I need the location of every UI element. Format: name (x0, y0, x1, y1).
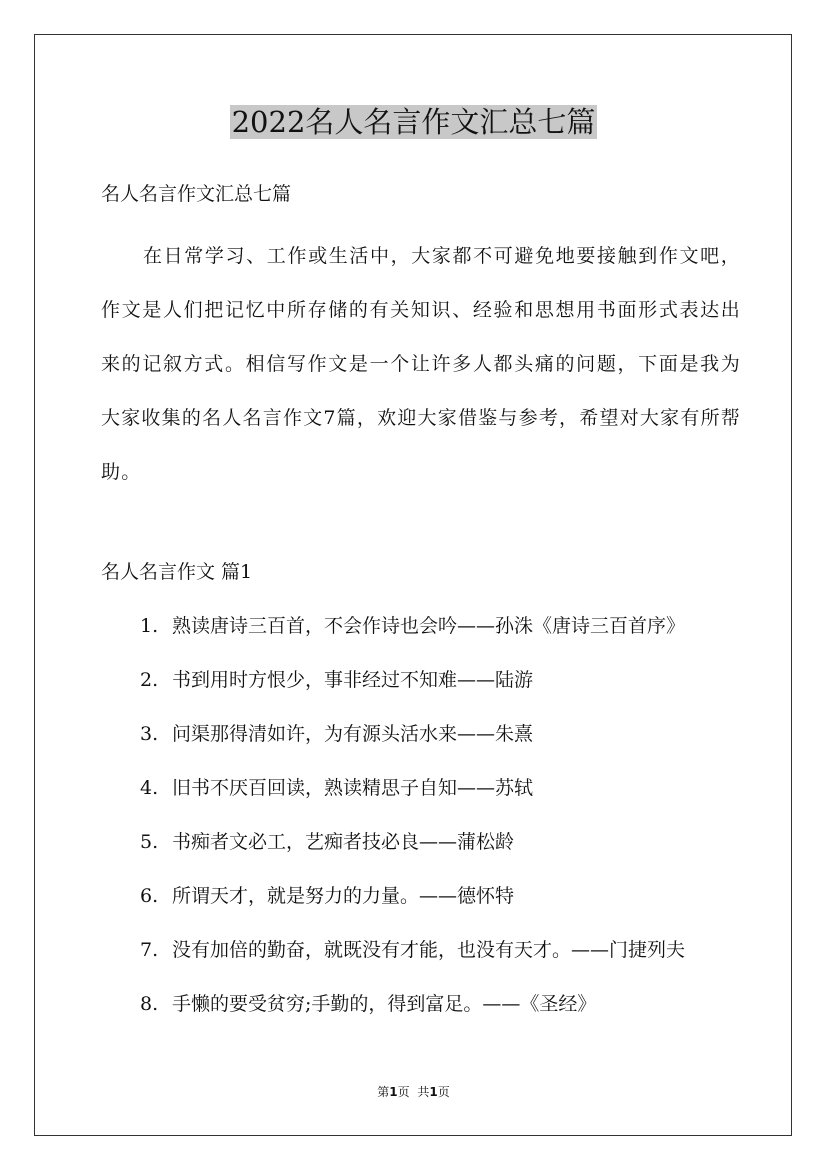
list-item (140, 881, 760, 935)
page-current: 1 (389, 1085, 398, 1099)
quote-text: 没有加倍的勤奋，就既没有才能，也没有天才。——门捷列夫 (172, 939, 686, 961)
page-prefix: 第 (377, 1085, 390, 1099)
quote-number: 6. (140, 885, 159, 907)
quote-number: 2. (140, 669, 159, 691)
quote-number: 7. (140, 939, 159, 961)
intro-paragraph: 在日常学习、工作或生活中，大家都不可避免地要接触到作文吧，作文是人们把记忆中所存储的有关知识、经验和思想用书面形式表达出来的记叙方式。相信写作文是一个让许多人都头痛的问题，下面是我为大家收集的名人名言作文7篇，欢迎大家借鉴与参考，希望对大家有所帮助。 (101, 245, 741, 483)
document-title (0, 100, 827, 144)
list-item (140, 665, 760, 719)
quote-number: 4. (140, 777, 159, 799)
list-item (140, 935, 760, 989)
document-title-text: 2022名人名言作文汇总七篇 (231, 105, 596, 139)
list-item (140, 827, 760, 881)
total-pages: 1 (429, 1085, 438, 1099)
list-item (140, 719, 760, 773)
quote-text: 问渠那得清如许，为有源头活水来——朱熹 (172, 723, 534, 745)
quote-number: 5. (140, 831, 159, 853)
quote-text: 手懒的要受贫穷;手勤的，得到富足。——《圣经》 (172, 993, 597, 1015)
page-footer (0, 1084, 827, 1100)
page-suffix: 页 (397, 1085, 410, 1099)
quote-text: 旧书不厌百回读，熟读精思子自知——苏轼 (172, 777, 534, 799)
list-item (140, 611, 760, 665)
section-heading: 名人名言作文 篇1 (101, 561, 253, 583)
quote-text: 所谓天才，就是努力的力量。——德怀特 (172, 885, 515, 907)
list-item (140, 989, 760, 1043)
document-subtitle: 名人名言作文汇总七篇 (101, 183, 292, 205)
quote-text: 书到用时方恨少，事非经过不知难——陆游 (172, 669, 534, 691)
quote-list (140, 611, 760, 1043)
quote-number: 1. (140, 615, 159, 637)
quote-number: 3. (140, 723, 159, 745)
total-suffix: 页 (437, 1085, 450, 1099)
quote-text: 书痴者文必工，艺痴者技必良——蒲松龄 (172, 831, 515, 853)
total-prefix: 共 (417, 1085, 430, 1099)
list-item (140, 773, 760, 827)
quote-number: 8. (140, 993, 159, 1015)
quote-text: 熟读唐诗三百首，不会作诗也会吟——孙洙《唐诗三百首序》 (172, 615, 686, 637)
